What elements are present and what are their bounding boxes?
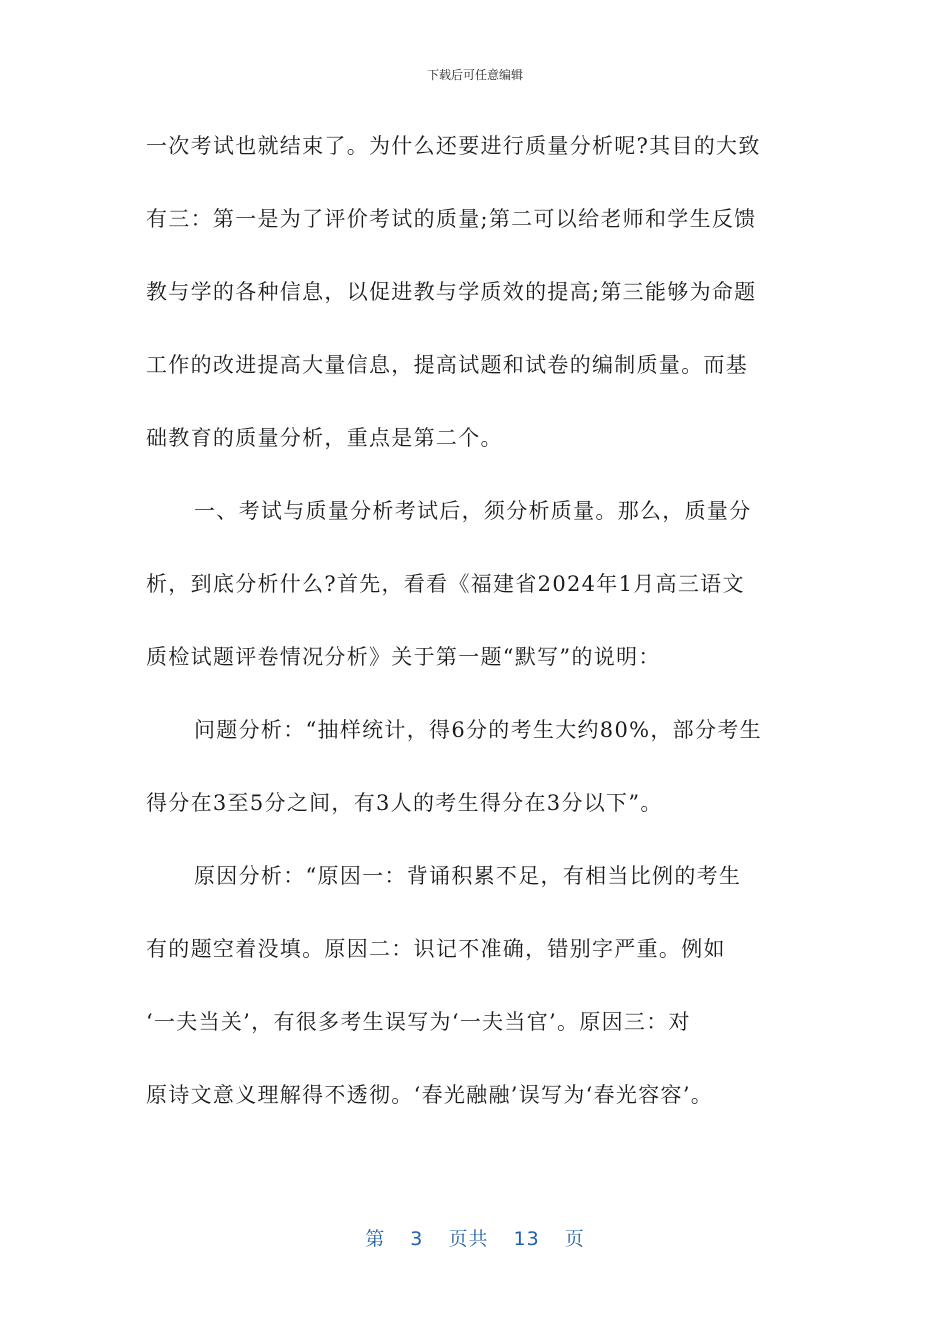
header-note: 下载后可任意编辑 <box>426 68 523 82</box>
footer-middle: 页共 <box>448 1228 489 1250</box>
text-line: ‘一夫当关’，有很多考生误写为‘一夫当官’。原因三：对 <box>146 1010 691 1034</box>
footer-prefix: 第 <box>365 1228 386 1250</box>
text-line: 础教育的质量分析，重点是第二个。 <box>146 426 503 450</box>
text-line: 原因分析：“原因一：背诵积累不足，有相当比例的考生 <box>194 864 742 888</box>
text-line: 原诗文意义理解得不透彻。‘春光融融’误写为‘春光容容’。 <box>146 1083 714 1107</box>
text-line: 得分在3至5分之间，有3人的考生得分在3分以下”。 <box>146 791 663 815</box>
footer-suffix: 页 <box>564 1228 585 1250</box>
text-line: 教与学的各种信息，以促进教与学质效的提高;第三能够为命题 <box>146 280 757 304</box>
text-line: 质检试题评卷情况分析》关于第一题“默写”的说明： <box>146 645 661 669</box>
text-line: 析，到底分析什么?首先，看看《福建省2024年1月高三语文 <box>146 572 745 596</box>
text-line: 问题分析：“抽样统计，得6分的考生大约80%，部分考生 <box>194 718 762 742</box>
text-line: 工作的改进提高大量信息，提高试题和试卷的编制质量。而基 <box>146 353 749 377</box>
footer-page-number: 3 <box>410 1228 424 1250</box>
footer-total-pages: 13 <box>513 1228 540 1250</box>
page-footer <box>0 1224 950 1251</box>
text-line: 有的题空着没填。原因二：识记不准确，错别字严重。例如 <box>146 937 726 961</box>
text-line: 一、考试与质量分析考试后，须分析质量。那么，质量分 <box>194 499 752 523</box>
document-body <box>146 128 806 1150</box>
text-line: 一次考试也就结束了。为什么还要进行质量分析呢?其目的大致 <box>146 134 761 158</box>
text-line: 有三：第一是为了评价考试的质量;第二可以给老师和学生反馈 <box>146 207 757 231</box>
